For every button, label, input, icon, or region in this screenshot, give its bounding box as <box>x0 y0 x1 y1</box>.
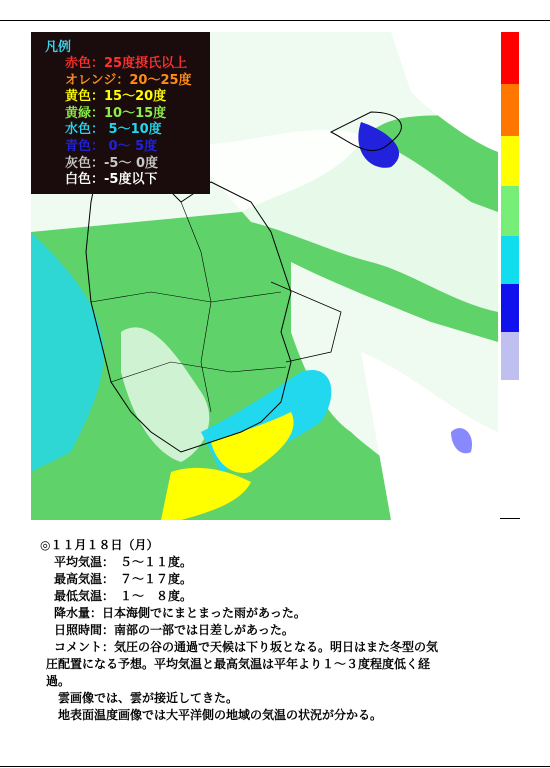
legend-item-yellow: 黄色：15～20度 <box>65 89 167 105</box>
bottom-border <box>0 766 550 767</box>
legend-item-light-blue: 水色： 5～10度 <box>65 122 162 138</box>
color-scale-blue <box>501 284 519 332</box>
report-comment-line-1: コメント：気圧の谷の通過で天候は下り坂となる。明日はまた冬型の気 <box>54 640 439 654</box>
color-scale-red <box>501 32 519 84</box>
report-surface-image: 地表面温度画像では大平洋側の地域の気温の状況が分かる。 <box>58 708 383 722</box>
color-scale-green <box>501 186 519 236</box>
report-comment-line-3: 過。 <box>46 674 71 688</box>
legend-item-gray: 灰色：-5～ 0度 <box>65 155 159 171</box>
top-border <box>0 20 550 21</box>
legend <box>31 32 210 194</box>
color-scale-bar <box>501 32 519 380</box>
legend-title: 凡例 <box>45 40 72 55</box>
color-scale-tick <box>500 518 520 519</box>
legend-item-white: 白色：-5度以下 <box>65 172 158 188</box>
report-precipitation: 降水量：日本海側でにまとまった雨があった。 <box>54 606 306 620</box>
report-sunshine: 日照時間：南部の一部では日差しがあった。 <box>54 623 294 637</box>
legend-item-yellow-green: 黄緑：10～15度 <box>65 105 167 121</box>
report-min-temp: 最低気温： １～ ８度。 <box>54 589 193 603</box>
report-cloud-image: 雲画像では、雲が接近してきた。 <box>58 691 239 705</box>
legend-item-orange: オレンジ：20～25度 <box>65 72 192 88</box>
report-avg-temp: 平均気温： ５～１１度。 <box>54 555 193 569</box>
report-comment-line-2: 圧配置になる予想。平均気温と最高気温は平年より１～３度程度低く経 <box>46 657 431 671</box>
report-max-temp: 最高気温： ７～１７度。 <box>54 572 193 586</box>
color-scale-cyan <box>501 236 519 284</box>
legend-item-red: 赤色：25度摂氏以上 <box>65 56 188 71</box>
legend-item-blue: 青色： 0～ 5度 <box>65 138 158 154</box>
color-scale-yellow <box>501 136 519 186</box>
weather-report <box>40 537 510 724</box>
color-scale-orange <box>501 84 519 136</box>
color-scale-lavender <box>501 332 519 380</box>
report-date: ◎１１月１８日（月） <box>40 538 159 552</box>
